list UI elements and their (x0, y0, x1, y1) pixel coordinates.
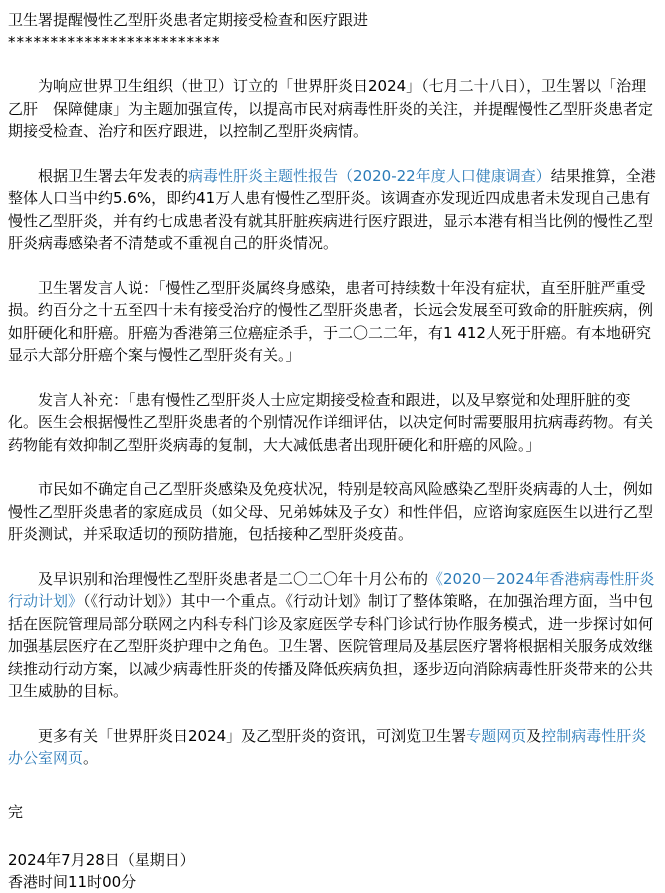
release-time: 香港时间11时00分 (8, 872, 137, 891)
paragraph (8, 725, 658, 770)
article-link[interactable]: 专题网页 (466, 726, 527, 745)
article-link[interactable]: 控制病毒性肝炎办公室网页 (8, 726, 647, 767)
paragraph-text: 及早识别和治理慢性乙型肝炎患者是二〇二〇年十月公布的 (38, 569, 429, 588)
article-body (8, 75, 658, 770)
paragraph (8, 75, 658, 143)
paragraph-text: （《行动计划》）其中一个重点。《行动计划》制订了整体策略，在加强治理方面，当中包括在医院管理局部分联网之内科专科门诊及家庭医学专科门诊试行协作服务模式，进一步探讨如何加强基层医疗在乙型肝炎护理中之角色。卫生署、医院管理局及基层医疗署将根据相关服务成效继续推动行动方案，以减少病毒性肝炎的传播及降低疾病负担，逐步迈向消除病毒性肝炎带来的公共卫生威胁的目标。 (8, 592, 654, 700)
paragraph (8, 277, 658, 367)
article-link[interactable]: 《2020－2024年香港病毒性肝炎行动计划》 (8, 569, 655, 610)
paragraph-text: 根据卫生署去年发表的 (38, 166, 189, 185)
paragraph-text: 结果推算，全港整体人口当中约5.6%，即约41万人患有慢性乙型肝炎。该调查亦发现近四成患者未发现自己患有慢性乙型肝炎，并有约七成患者没有就其肝脏疾病进行医疗跟进，显示本港有相当比例的慢性乙型肝炎病毒感染者不清楚或不重视自己的肝炎情况。 (8, 166, 656, 252)
paragraph (8, 165, 658, 255)
page-title: 卫生署提醒慢性乙型肝炎患者定期接受检查和医疗跟进 (8, 11, 369, 29)
paragraph (8, 478, 658, 546)
paragraph-text: 。 (83, 749, 99, 767)
paragraph-text: 市民如不确定自己乙型肝炎感染及免疫状况，特别是较高风险感染乙型肝炎病毒的人士，例如慢性乙型肝炎患者的家庭成员（如父母、兄弟姊妹及子女）和性伴侣，应谘询家庭医生以进行乙型肝炎测试，并采取适切的预防措施，包括接种乙型肝炎疫苗。 (8, 480, 654, 543)
paragraph-text: 更多有关「世界肝炎日2024」及乙型肝炎的资讯，可浏览卫生署 (38, 726, 467, 745)
paragraph-text: 发言人补充：「患有慢性乙型肝炎人士应定期接受检查和跟进，以及早察觉和处理肝脏的变化。医生会根据慢性乙型肝炎患者的个别情况作详细评估，以决定何时需要服用抗病毒药物。有关药物能有效抑制乙型肝炎病毒的复制，大大减低患者出现肝硬化和肝癌的风险。」 (8, 390, 654, 454)
release-date: 2024年7月28日（星期日） (8, 850, 195, 869)
article-link[interactable]: 病毒性肝炎主题性报告（2020-22年度人口健康调查） (188, 166, 551, 185)
paragraph (8, 568, 658, 703)
title-divider: ************************* (8, 33, 221, 51)
paragraph (8, 389, 658, 457)
paragraph-text: 为响应世界卫生组织（世卫）订立的「世界肝炎日2024」（七月二十八日），卫生署以「治理乙肝 保障健康」为主题加强宣传，以提高市民对病毒性肝炎的关注，并提醒慢性乙型肝炎患者定期接受检查、治疗和医疗跟进，以控制乙型肝炎病情。 (8, 77, 654, 140)
paragraph-text: 及 (526, 726, 542, 745)
end-mark: 完 (8, 802, 24, 821)
paragraph-text: 卫生署发言人说：「慢性乙型肝炎属终身感染，患者可持续数十年没有症状，直至肝脏严重受损。约百分之十五至四十未有接受治疗的慢性乙型肝炎患者，长远会发展至可致命的肝脏疾病，例如肝硬化和肝癌。肝癌为香港第三位癌症杀手，于二〇二二年，有1 412人死于肝癌。有本地研究显示大部分肝癌个案与慢性乙型肝炎有关。」 (8, 278, 654, 364)
